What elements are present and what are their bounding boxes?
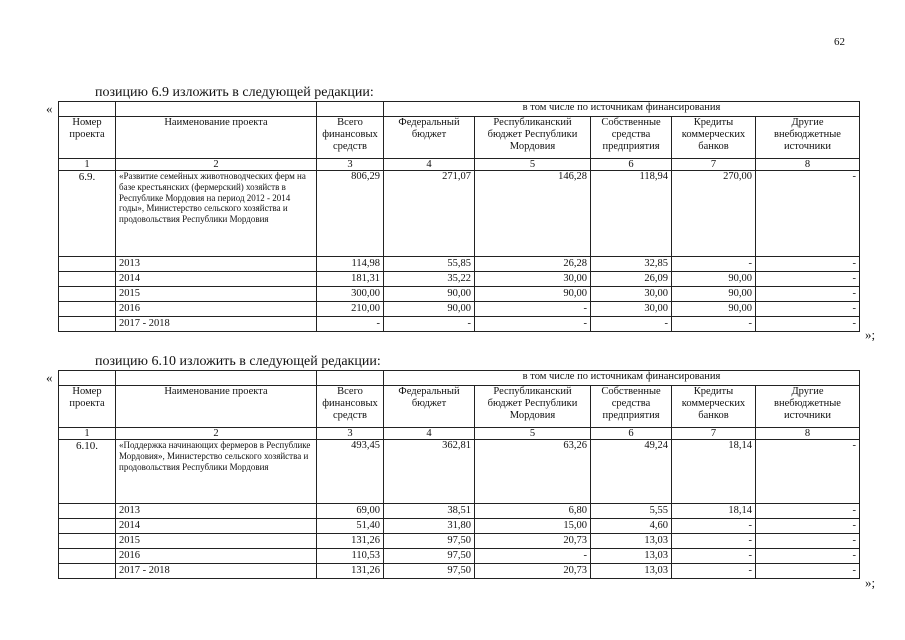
quote-close: »;	[865, 575, 876, 590]
year-label: 2014	[116, 272, 317, 287]
year-republican: 30,00	[475, 272, 591, 287]
year-total: 110,53	[317, 549, 384, 564]
column-header: Федеральный бюджет	[384, 386, 475, 428]
project-republican: 146,28	[475, 171, 591, 257]
year-row	[59, 564, 860, 579]
section-heading-6-9: позицию 6.9 изложить в следующей редакции:	[95, 85, 374, 100]
column-index: 2	[116, 159, 317, 171]
column-header: Номер проекта	[59, 117, 116, 159]
column-header: Федеральный бюджет	[384, 117, 475, 159]
project-credits: 18,14	[672, 440, 756, 504]
year-label: 2017 - 2018	[116, 564, 317, 579]
year-other: -	[756, 504, 860, 519]
year-federal: 55,85	[384, 257, 475, 272]
column-index: 8	[756, 428, 860, 440]
header-blank	[116, 371, 317, 386]
year-republican: 26,28	[475, 257, 591, 272]
year-credits: 18,14	[672, 504, 756, 519]
year-republican: 90,00	[475, 287, 591, 302]
year-label: 2015	[116, 287, 317, 302]
year-credits: -	[672, 564, 756, 579]
project-own: 118,94	[591, 171, 672, 257]
column-index: 1	[59, 159, 116, 171]
section-heading-6-10: позицию 6.10 изложить в следующей редакции:	[95, 354, 381, 369]
year-own: 30,00	[591, 287, 672, 302]
header-blank	[59, 102, 116, 117]
project-total: 493,45	[317, 440, 384, 504]
year-credits: -	[672, 257, 756, 272]
column-index: 7	[672, 428, 756, 440]
year-other: -	[756, 272, 860, 287]
year-own: 30,00	[591, 302, 672, 317]
year-other: -	[756, 257, 860, 272]
empty-cell	[59, 504, 116, 519]
quote-close: »;	[865, 327, 876, 342]
column-index: 7	[672, 159, 756, 171]
empty-cell	[59, 272, 116, 287]
year-own: -	[591, 317, 672, 332]
column-header: Номер проекта	[59, 386, 116, 428]
year-federal: 97,50	[384, 549, 475, 564]
year-label: 2014	[116, 519, 317, 534]
year-republican: 15,00	[475, 519, 591, 534]
year-row	[59, 272, 860, 287]
quote-open: «	[46, 370, 53, 385]
column-header: Другие внебюджетные источники	[756, 386, 860, 428]
project-id: 6.10.	[59, 440, 116, 504]
year-row	[59, 519, 860, 534]
year-other: -	[756, 287, 860, 302]
year-other: -	[756, 317, 860, 332]
project-other: -	[756, 171, 860, 257]
year-row	[59, 317, 860, 332]
year-federal: 97,50	[384, 534, 475, 549]
year-total: 131,26	[317, 534, 384, 549]
year-label: 2013	[116, 504, 317, 519]
year-credits: 90,00	[672, 287, 756, 302]
year-label: 2017 - 2018	[116, 317, 317, 332]
year-total: 181,31	[317, 272, 384, 287]
page-number: 62	[834, 36, 845, 48]
project-total: 806,29	[317, 171, 384, 257]
empty-cell	[59, 549, 116, 564]
year-credits: -	[672, 519, 756, 534]
year-row	[59, 534, 860, 549]
column-header: Наименование проекта	[116, 386, 317, 428]
year-own: 5,55	[591, 504, 672, 519]
year-row	[59, 504, 860, 519]
empty-cell	[59, 257, 116, 272]
year-own: 4,60	[591, 519, 672, 534]
year-republican: -	[475, 317, 591, 332]
year-total: 69,00	[317, 504, 384, 519]
column-index: 5	[475, 159, 591, 171]
year-republican: 20,73	[475, 534, 591, 549]
column-header: Кредиты коммерческих банков	[672, 386, 756, 428]
column-header: Наименование проекта	[116, 117, 317, 159]
header-blank	[116, 102, 317, 117]
year-other: -	[756, 564, 860, 579]
group-header: в том числе по источникам финансирования	[384, 102, 860, 117]
year-row	[59, 287, 860, 302]
quote-open: «	[46, 101, 53, 116]
column-index: 1	[59, 428, 116, 440]
empty-cell	[59, 287, 116, 302]
year-federal: 90,00	[384, 302, 475, 317]
year-other: -	[756, 519, 860, 534]
column-index: 6	[591, 159, 672, 171]
column-index: 3	[317, 428, 384, 440]
year-credits: -	[672, 549, 756, 564]
group-header: в том числе по источникам финансирования	[384, 371, 860, 386]
year-other: -	[756, 534, 860, 549]
project-republican: 63,26	[475, 440, 591, 504]
column-index: 4	[384, 428, 475, 440]
year-total: 300,00	[317, 287, 384, 302]
year-own: 13,03	[591, 534, 672, 549]
column-index: 3	[317, 159, 384, 171]
project-name: «Поддержка начинающих фермеров в Республике Мордовия», Министерство сельского хозяйства и продовольствия Республики Мордовия	[116, 440, 317, 504]
project-other: -	[756, 440, 860, 504]
year-federal: -	[384, 317, 475, 332]
project-id: 6.9.	[59, 171, 116, 257]
year-federal: 35,22	[384, 272, 475, 287]
empty-cell	[59, 534, 116, 549]
financing-table-6-10	[58, 370, 860, 579]
column-index: 6	[591, 428, 672, 440]
year-own: 13,03	[591, 549, 672, 564]
empty-cell	[59, 317, 116, 332]
year-own: 32,85	[591, 257, 672, 272]
project-federal: 271,07	[384, 171, 475, 257]
column-index: 2	[116, 428, 317, 440]
year-other: -	[756, 302, 860, 317]
project-federal: 362,81	[384, 440, 475, 504]
project-name: «Развитие семейных животноводческих ферм на базе крестьянских (фермерский) хозяйств в Республике Мордовия на период 2012 - 2014 годы», Министерство сельского хозяйства и продовольствия Республики Мордовия	[116, 171, 317, 257]
header-blank	[317, 102, 384, 117]
year-total: -	[317, 317, 384, 332]
year-total: 210,00	[317, 302, 384, 317]
year-federal: 90,00	[384, 287, 475, 302]
column-header: Республиканский бюджет Республики Мордовия	[475, 117, 591, 159]
year-credits: -	[672, 317, 756, 332]
column-index: 5	[475, 428, 591, 440]
year-total: 114,98	[317, 257, 384, 272]
column-header: Республиканский бюджет Республики Мордовия	[475, 386, 591, 428]
year-own: 13,03	[591, 564, 672, 579]
year-label: 2016	[116, 549, 317, 564]
header-blank	[317, 371, 384, 386]
year-republican: 20,73	[475, 564, 591, 579]
year-republican: 6,80	[475, 504, 591, 519]
column-header: Другие внебюджетные источники	[756, 117, 860, 159]
empty-cell	[59, 564, 116, 579]
column-header: Всего финансовых средств	[317, 117, 384, 159]
year-own: 26,09	[591, 272, 672, 287]
year-row	[59, 302, 860, 317]
year-federal: 31,80	[384, 519, 475, 534]
year-credits: 90,00	[672, 302, 756, 317]
year-credits: -	[672, 534, 756, 549]
year-republican: -	[475, 549, 591, 564]
year-total: 131,26	[317, 564, 384, 579]
project-own: 49,24	[591, 440, 672, 504]
year-total: 51,40	[317, 519, 384, 534]
empty-cell	[59, 519, 116, 534]
project-credits: 270,00	[672, 171, 756, 257]
column-header: Всего финансовых средств	[317, 386, 384, 428]
year-federal: 38,51	[384, 504, 475, 519]
column-index: 4	[384, 159, 475, 171]
year-row	[59, 257, 860, 272]
year-row	[59, 549, 860, 564]
header-blank	[59, 371, 116, 386]
year-republican: -	[475, 302, 591, 317]
column-header: Собственные средства предприятия	[591, 117, 672, 159]
year-other: -	[756, 549, 860, 564]
column-header: Кредиты коммерческих банков	[672, 117, 756, 159]
year-label: 2016	[116, 302, 317, 317]
year-label: 2013	[116, 257, 317, 272]
year-credits: 90,00	[672, 272, 756, 287]
empty-cell	[59, 302, 116, 317]
year-federal: 97,50	[384, 564, 475, 579]
year-label: 2015	[116, 534, 317, 549]
column-index: 8	[756, 159, 860, 171]
financing-table-6-9	[58, 101, 860, 332]
column-header: Собственные средства предприятия	[591, 386, 672, 428]
